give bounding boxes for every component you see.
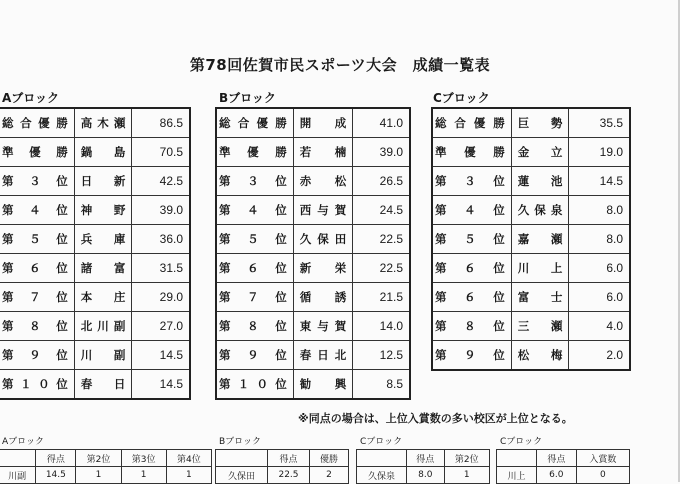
sub-header-cell: 優勝 <box>309 450 348 467</box>
sub-header-cell: 第2位 <box>76 450 121 467</box>
school-cell: 東与賀 <box>293 312 353 341</box>
sub-header-row <box>0 450 212 467</box>
rank-cell: 第８位 <box>216 312 293 341</box>
school-cell: 神野 <box>74 196 132 225</box>
sub-header-cell <box>357 450 407 467</box>
school-cell: 春日北 <box>293 341 353 370</box>
score-cell: 36.0 <box>132 225 190 254</box>
rank-cell: 第８位 <box>0 312 74 341</box>
rank-cell: 総合優勝 <box>432 108 511 138</box>
school-cell: 嘉瀬 <box>511 225 569 254</box>
result-row <box>432 312 630 341</box>
rank-cell: 第６位 <box>216 254 293 283</box>
school-cell: 兵庫 <box>74 225 132 254</box>
result-row <box>432 108 630 138</box>
school-cell: 三瀬 <box>511 312 569 341</box>
sub-header-cell: 得点 <box>36 450 76 467</box>
school-cell: 若楠 <box>293 138 353 167</box>
sub-data-cell: 久保田 <box>216 467 268 484</box>
sub-data-cell: 1 <box>444 467 489 484</box>
score-cell: 42.5 <box>132 167 190 196</box>
rank-cell: 第３位 <box>432 167 511 196</box>
sub-header-row <box>497 450 630 467</box>
rank-cell: 準優勝 <box>216 138 293 167</box>
school-cell: 鍋島 <box>74 138 132 167</box>
score-cell: 8.5 <box>353 370 410 400</box>
result-row <box>0 341 190 370</box>
result-row <box>216 138 410 167</box>
rank-cell: 第３位 <box>0 167 74 196</box>
score-cell: 39.0 <box>353 138 410 167</box>
rank-cell: 第４位 <box>216 196 293 225</box>
sub-data-cell: 1 <box>121 467 166 484</box>
block-b-label: Bブロック <box>219 91 276 105</box>
result-row <box>0 283 190 312</box>
sub-header-cell: 得点 <box>536 450 576 467</box>
score-cell: 86.5 <box>132 108 190 138</box>
sub-header-cell: 第3位 <box>121 450 166 467</box>
result-row <box>432 341 630 371</box>
sub-data-row <box>357 467 490 484</box>
block-c-label: Cブロック <box>433 91 490 105</box>
rank-cell: 第８位 <box>432 312 511 341</box>
result-row <box>0 254 190 283</box>
document-title: 第78回佐賀市民スポーツ大会 成績一覧表 <box>189 56 491 74</box>
result-row <box>216 341 410 370</box>
sub-table-a <box>0 449 212 484</box>
sub-header-cell: 第2位 <box>444 450 489 467</box>
tie-break-note: ※同点の場合は、上位入賞数の多い校区が上位となる。 <box>298 412 573 425</box>
score-cell: 22.5 <box>353 225 410 254</box>
score-cell: 29.0 <box>132 283 190 312</box>
school-cell: 川副 <box>74 341 132 370</box>
sub-header-row <box>216 450 349 467</box>
school-cell: 西与賀 <box>293 196 353 225</box>
result-row <box>216 167 410 196</box>
score-cell: 31.5 <box>132 254 190 283</box>
sub-table-c2 <box>496 449 630 484</box>
rank-cell: 第６位 <box>432 283 511 312</box>
sub-table-b <box>215 449 349 484</box>
school-cell: 循誘 <box>293 283 353 312</box>
result-row <box>216 370 410 400</box>
score-cell: 24.5 <box>353 196 410 225</box>
score-cell: 2.0 <box>569 341 630 371</box>
sub-header-cell: 第4位 <box>166 450 211 467</box>
sub-c-label: Cブロック <box>360 437 403 447</box>
rank-cell: 第９位 <box>432 341 511 371</box>
rank-cell: 第３位 <box>216 167 293 196</box>
rank-cell: 第９位 <box>0 341 74 370</box>
result-row <box>0 225 190 254</box>
rank-cell: 総合優勝 <box>0 108 74 138</box>
score-cell: 4.0 <box>569 312 630 341</box>
result-row <box>0 108 190 138</box>
result-row <box>432 167 630 196</box>
block-a-table <box>0 107 191 400</box>
school-cell: 赤松 <box>293 167 353 196</box>
sub-data-row <box>216 467 349 484</box>
score-cell: 27.0 <box>132 312 190 341</box>
sub-header-cell: 得点 <box>268 450 310 467</box>
score-cell: 14.5 <box>569 167 630 196</box>
result-row <box>432 138 630 167</box>
result-row <box>0 370 190 400</box>
rank-cell: 第１０位 <box>216 370 293 400</box>
sub-data-cell: 川副 <box>0 467 36 484</box>
sub-data-row <box>0 467 212 484</box>
score-cell: 8.0 <box>569 196 630 225</box>
score-cell: 41.0 <box>353 108 410 138</box>
school-cell: 巨勢 <box>511 108 569 138</box>
sub-header-cell <box>497 450 537 467</box>
score-cell: 22.5 <box>353 254 410 283</box>
score-cell: 26.5 <box>353 167 410 196</box>
sub-data-cell: 14.5 <box>36 467 76 484</box>
result-row <box>432 196 630 225</box>
result-row <box>216 225 410 254</box>
school-cell: 勧興 <box>293 370 353 400</box>
school-cell: 川上 <box>511 254 569 283</box>
school-cell: 春日 <box>74 370 132 400</box>
school-cell: 久保田 <box>293 225 353 254</box>
rank-cell: 第５位 <box>432 225 511 254</box>
result-row <box>216 196 410 225</box>
sub-data-cell: 0 <box>576 467 629 484</box>
sub-data-cell: 1 <box>166 467 211 484</box>
block-a-label: Aブロック <box>2 91 60 105</box>
sub-data-cell: 22.5 <box>268 467 310 484</box>
school-cell: 蓮池 <box>511 167 569 196</box>
rank-cell: 第５位 <box>216 225 293 254</box>
rank-cell: 第５位 <box>0 225 74 254</box>
result-row <box>432 254 630 283</box>
sub-table-c1 <box>356 449 490 484</box>
sub-header-cell: 得点 <box>407 450 445 467</box>
rank-cell: 第９位 <box>216 341 293 370</box>
score-cell: 21.5 <box>353 283 410 312</box>
result-row <box>432 283 630 312</box>
rank-cell: 第６位 <box>432 254 511 283</box>
sub-data-cell: 6.0 <box>536 467 576 484</box>
sub-data-cell: 久保泉 <box>357 467 407 484</box>
sub-data-cell: 1 <box>76 467 121 484</box>
rank-cell: 準優勝 <box>0 138 74 167</box>
result-row <box>216 108 410 138</box>
school-cell: 本庄 <box>74 283 132 312</box>
block-c-table <box>431 107 631 371</box>
score-cell: 6.0 <box>569 283 630 312</box>
sub-c2-label: Cブロック <box>500 437 543 447</box>
school-cell: 諸富 <box>74 254 132 283</box>
rank-cell: 第７位 <box>216 283 293 312</box>
rank-cell: 総合優勝 <box>216 108 293 138</box>
rank-cell: 第１０位 <box>0 370 74 400</box>
sub-data-cell: 8.0 <box>407 467 445 484</box>
school-cell: 新栄 <box>293 254 353 283</box>
result-row <box>216 283 410 312</box>
score-cell: 70.5 <box>132 138 190 167</box>
result-row <box>0 138 190 167</box>
school-cell: 日新 <box>74 167 132 196</box>
rank-cell: 第７位 <box>0 283 74 312</box>
result-row <box>216 254 410 283</box>
school-cell: 久保泉 <box>511 196 569 225</box>
school-cell: 開成 <box>293 108 353 138</box>
score-cell: 39.0 <box>132 196 190 225</box>
score-cell: 8.0 <box>569 225 630 254</box>
score-cell: 6.0 <box>569 254 630 283</box>
result-row <box>216 312 410 341</box>
sub-header-cell <box>0 450 36 467</box>
sub-data-cell: 川上 <box>497 467 537 484</box>
sub-header-cell: 入賞数 <box>576 450 629 467</box>
rank-cell: 準優勝 <box>432 138 511 167</box>
score-cell: 14.5 <box>132 370 190 400</box>
sub-a-label: Aブロック <box>2 437 44 447</box>
block-b-table <box>215 107 411 400</box>
score-cell: 14.5 <box>132 341 190 370</box>
result-row <box>0 196 190 225</box>
score-cell: 35.5 <box>569 108 630 138</box>
sub-data-cell: 2 <box>309 467 348 484</box>
score-cell: 14.0 <box>353 312 410 341</box>
result-row <box>0 167 190 196</box>
score-cell: 19.0 <box>569 138 630 167</box>
sub-header-row <box>357 450 490 467</box>
school-cell: 金立 <box>511 138 569 167</box>
score-cell: 12.5 <box>353 341 410 370</box>
school-cell: 高木瀬 <box>74 108 132 138</box>
school-cell: 北川副 <box>74 312 132 341</box>
school-cell: 松梅 <box>511 341 569 371</box>
result-row <box>432 225 630 254</box>
rank-cell: 第６位 <box>0 254 74 283</box>
sub-header-cell <box>216 450 268 467</box>
result-row <box>0 312 190 341</box>
rank-cell: 第４位 <box>0 196 74 225</box>
sub-data-row <box>497 467 630 484</box>
school-cell: 富士 <box>511 283 569 312</box>
rank-cell: 第４位 <box>432 196 511 225</box>
sub-b-label: Bブロック <box>219 437 261 447</box>
